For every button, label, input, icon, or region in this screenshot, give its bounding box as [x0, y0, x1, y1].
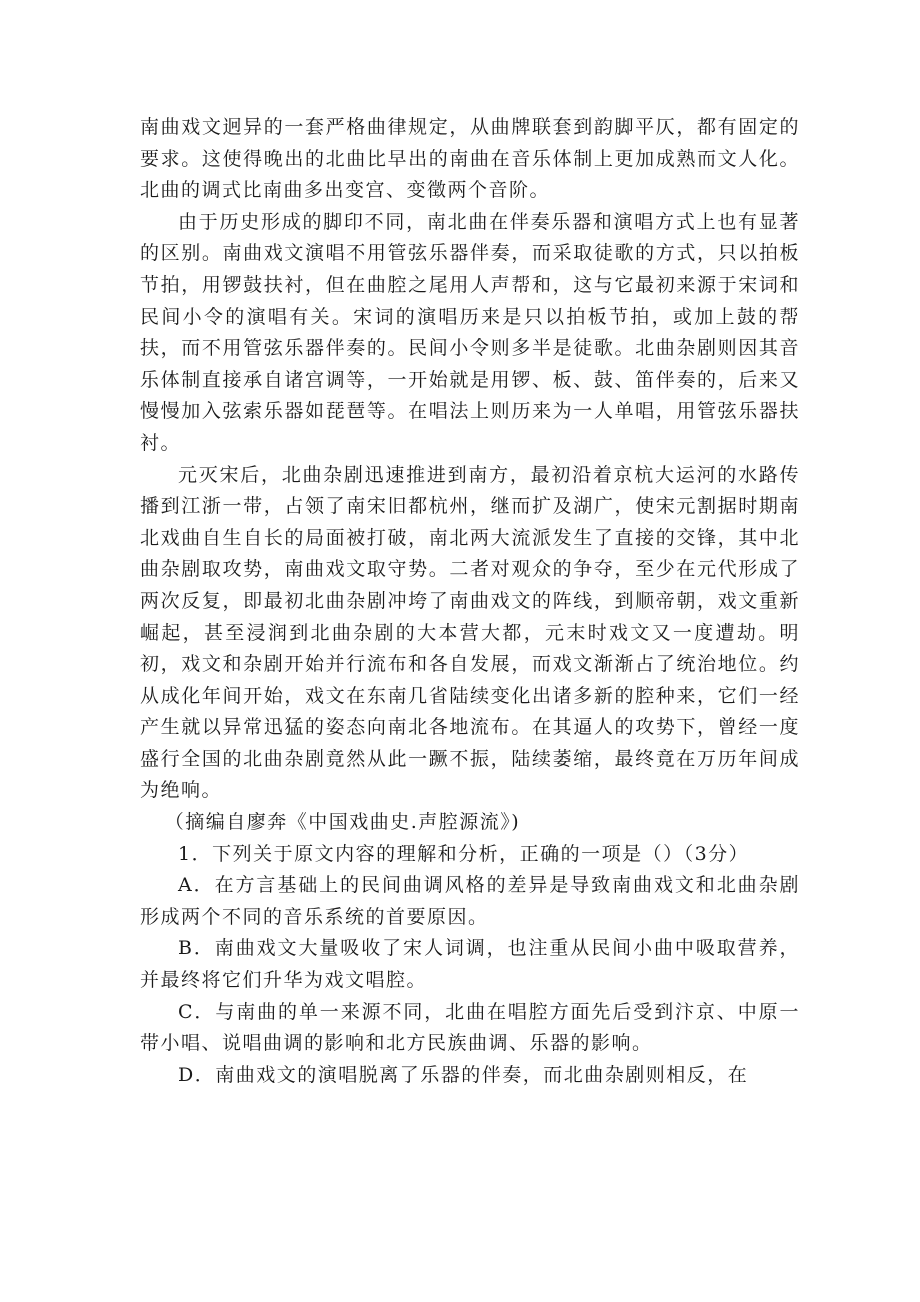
paragraph-accompaniment: 由于历史形成的脚印不同，南北曲在伴奏乐器和演唱方式上也有显著的区别。南曲戏文演唱不用管弦乐器伴奏，而采取徒歌的方式，只以拍板节拍，用锣鼓扶衬，但在曲腔之尾用人声帮和，这与它最初来源于宋词和民间小令的演唱有关。宋词的演唱历来是只以拍板节拍，或加上鼓的帮扶，而不用管弦乐器伴奏的。民间小令则多半是徒歌。北曲杂剧则因其音乐体制直接承自诸宫调等，一开始就是用锣、板、鼓、笛伴奏的，后来又慢慢加入弦索乐器如琵琶等。在唱法上则历来为一人单唱，用管弦乐器扶衬。 — [140, 210, 800, 454]
article-body — [140, 112, 800, 1091]
paragraph-continuation: 南曲戏文迥异的一套严格曲律规定，从曲牌联套到韵脚平仄，都有固定的要求。这使得晚出的北曲比早出的南曲在音乐体制上更加成熟而文人化。北曲的调式比南曲多出变宫、变徵两个音阶。 — [140, 116, 800, 202]
question-stem: 1．下列关于原文内容的理解和分析，正确的一项是（）（3分） — [178, 842, 750, 865]
option-d: D．南曲戏文的演唱脱离了乐器的伴奏，而北曲杂剧则相反，在 — [178, 1063, 749, 1086]
source-citation: （摘编自廖奔《中国戏曲史.声腔源流》) — [164, 811, 521, 834]
option-c: C．与南曲的单一来源不同，北曲在唱腔方面先后受到汴京、中原一带小唱、说唱曲调的影响和北方民族曲调、乐器的影响。 — [140, 1000, 800, 1055]
option-b: B．南曲戏文大量吸收了宋人词调，也注重从民间小曲中吸取营养，并最终将它们升华为戏文唱腔。 — [140, 937, 800, 992]
paragraph-history: 元灭宋后，北曲杂剧迅速推进到南方，最初沿着京杭大运河的水路传播到江浙一带，占领了南宋旧都杭州，继而扩及湖广，使宋元割据时期南北戏曲自生自长的局面被打破，南北两大流派发生了直接的交锋，其中北曲杂剧取攻势，南曲戏文取守势。二者对观众的争夺，至少在元代形成了两次反复，即最初北曲杂剧冲垮了南曲戏文的阵线，到顺帝朝，戏文重新崛起，甚至浸润到北曲杂剧的大本营大都，元末时戏文又一度遭劫。明初，戏文和杂剧开始并行流布和各自发展，而戏文渐渐占了统治地位。约从成化年间开始，戏文在东南几省陆续变化出诸多新的腔种来，它们一经产生就以异常迅猛的姿态向南北各地流布。在其逼人的攻势下，曾经一度盛行全国的北曲杂剧竟然从此一蹶不振，陆续萎缩，最终竟在万历年间成为绝响。 — [140, 463, 800, 802]
option-a: A．在方言基础上的民间曲调风格的差异是导致南曲戏文和北曲杂剧形成两个不同的音乐系统的首要原因。 — [140, 874, 800, 928]
